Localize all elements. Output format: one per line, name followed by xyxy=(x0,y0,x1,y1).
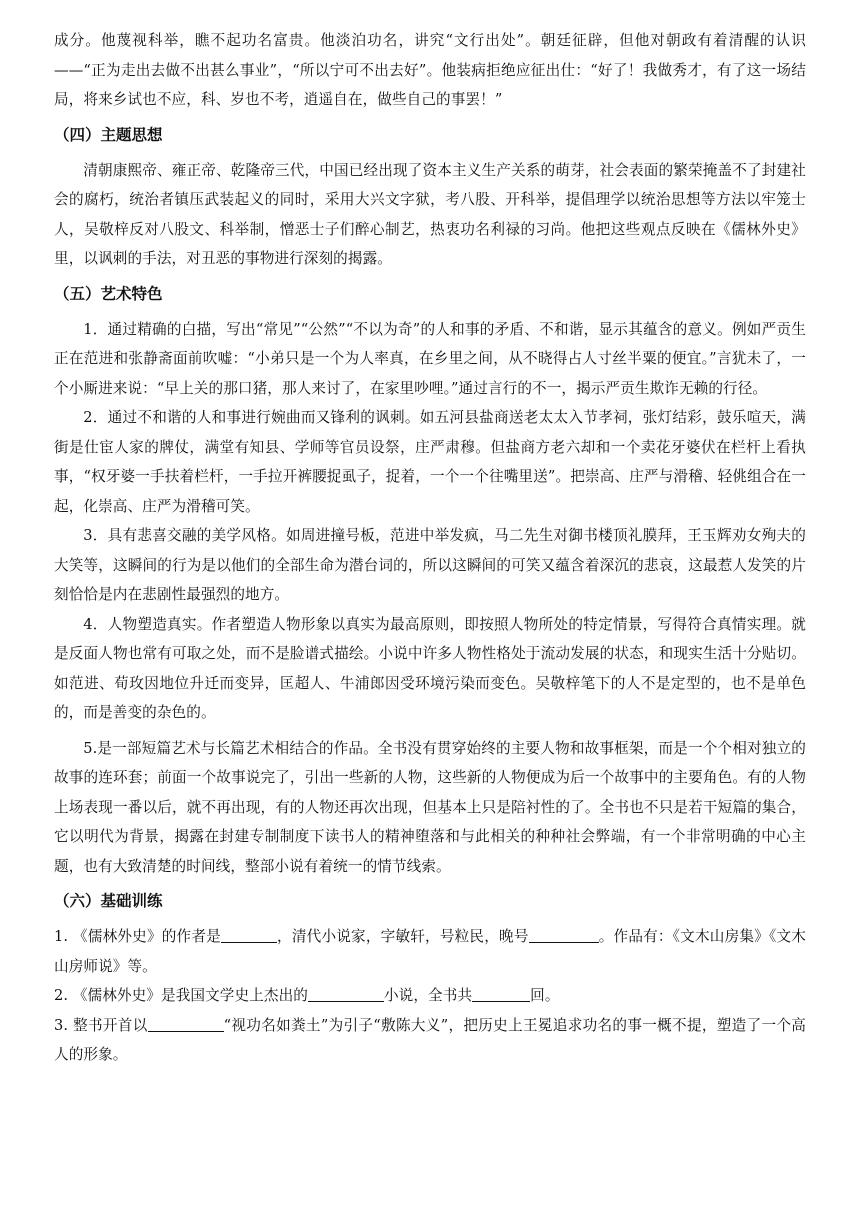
question-3-text-a: 3. 整书开首以 xyxy=(54,1016,148,1034)
answer-blank xyxy=(529,927,599,943)
question-1-text-c: 。作品有：《文木山房集》《文木山房师说》等。 xyxy=(54,928,806,975)
art-item-4: 4．人物塑造真实。作者塑造人物形象以真实为最高原则，即按照人物所处的特定情景，写得符合真情实理。就是反面人物也常有可取之处，而不是脸谱式描绘。小说中许多人物性格处于流动发展的状态，和现实生活十分贴切。如范进、荀玫因地位升迁而变异，匡超人、牛浦郎因受环境污染而变色。吴敬梓笔下的人不是定型的，也不是单色的，而是善变的杂色的。 xyxy=(54,615,806,721)
art-item-3: 3．具有悲喜交融的美学风格。如周进撞号板，范进中举发疯，马二先生对御书楼顶礼膜拜，王玉辉劝女殉夫的大笑等，这瞬间的行为是以他们的全部生命为潜台词的，所以这瞬间的可笑又蕴含着深沉的悲哀，这最惹人发笑的片刻恰恰是内在悲剧性最强烈的地方。 xyxy=(54,527,806,603)
art-item-5: 5.是一部短篇艺术与长篇艺术相结合的作品。全书没有贯穿始终的主要人物和故事框架，而是一个个相对独立的故事的连环套；前面一个故事说完了，引出一些新的人物，这些新的人物便成为后一个故事中的主要角色。有的人物上场表现一番以后，就不再出现，有的人物还再次出现，但基本上只是陪衬性的了。全书也不只是若干短篇的集合，它以明代为背景，揭露在封建专制制度下读书人的精神堕落和与此相关的种种社会弊端，有一个非常明确的中心主题，也有大致清楚的时间线，整部小说有着统一的情节线索。 xyxy=(54,739,806,875)
question-1 xyxy=(54,922,806,981)
art-item-1: 1．通过精确的白描，写出“常见”“公然”“不以为奇”的人和事的矛盾、不和谐，显示其蕴含的意义。例如严贡生正在范进和张静斋面前吹嘘：“小弟只是一个为人率真，在乡里之间，从不晓得占人寸丝半粟的便宜。”言犹未了，一个小厮进来说：“早上关的那口猪，那人来讨了，在家里吵哩。”通过言行的不一，揭示严贡生欺诈无赖的行径。 xyxy=(54,320,806,397)
heading-training: （六）基础训练 xyxy=(54,892,163,910)
question-3 xyxy=(54,1011,806,1070)
question-1-text-b: ，清代小说家，字敏轩，号粒民，晚号 xyxy=(276,928,529,945)
answer-blank xyxy=(221,927,277,943)
question-2 xyxy=(54,981,806,1011)
question-3-text-b: “视功名如粪土”为引子“敷陈大义”，把历史上王冕追求功名的事一概不提，塑造了一个高人的形象。 xyxy=(54,1016,806,1063)
answer-blank xyxy=(472,986,530,1002)
paragraph-intro: 成分。他蔑视科举，瞧不起功名富贵。他淡泊功名，讲究“文行出处”。朝廷征辟，但他对朝政有着清醒的认识——“正为走出去做不出甚么事业”，“所以宁可不出去好”。他装病拒绝应征出仕：“好了！我做秀才，有了这一场结局，将来乡试也不应，科、岁也不考，逍遥自在，做些自己的事罢！” xyxy=(54,32,806,108)
question-2-text-a: 2. 《儒林外史》是我国文学史上杰出的 xyxy=(54,987,308,1004)
answer-blank xyxy=(148,1016,224,1032)
paragraph-theme: 清朝康熙帝、雍正帝、乾隆帝三代，中国已经出现了资本主义生产关系的萌芽，社会表面的繁荣掩盖不了封建社会的腐朽，统治者镇压武装起义的同时，采用大兴文字狱，考八股、开科举，提倡理学以统治思想等方法以牢笼士人，吴敬梓反对八股文、科举制，憎恶士子们醉心制艺，热衷功名利禄的习尚。他把这些观点反映在《儒林外史》里，以讽刺的手法，对丑恶的事物进行深刻的揭露。 xyxy=(54,161,806,267)
question-1-text-a: 1. 《儒林外史》的作者是 xyxy=(54,928,221,945)
question-2-text-c: 回。 xyxy=(530,987,560,1004)
question-2-text-b: 小说，全书共 xyxy=(383,987,473,1004)
heading-art: （五）艺术特色 xyxy=(54,284,163,303)
art-item-2: 2．通过不和谐的人和事进行婉曲而又锋利的讽刺。如五河县盐商送老太太入节孝祠，张灯结彩，鼓乐喧天，满街是仕宦人家的牌仗，满堂有知县、学师等官员设祭，庄严肃穆。但盐商方老六却和一个卖花牙婆伏在栏杆上看执事，“权牙婆一手扶着栏杆，一手拉开裤腰捉虱子，捉着，一个一个往嘴里送”。把崇高、庄严与滑稽、轻佻组合在一起，化崇高、庄严为滑稽可笑。 xyxy=(54,409,806,515)
answer-blank xyxy=(308,986,384,1002)
heading-theme: （四）主题思想 xyxy=(54,125,163,144)
